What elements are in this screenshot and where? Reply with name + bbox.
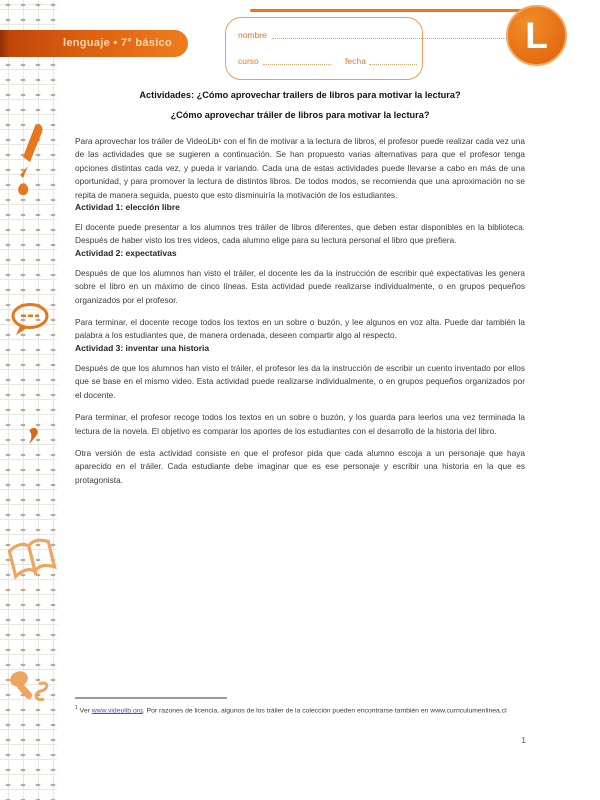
comma-icon: [26, 426, 40, 451]
footnote-text: [75, 703, 525, 717]
course-banner-label: lenguaje • 7° básico: [62, 37, 172, 49]
name-label: nombre: [238, 30, 267, 40]
intro-paragraph: Para aprovechar los tráiler de VideoLib¹ con el fin de motivar a la lectura de libros, el profesor puede realizar cada vez una de las actividades que se sugieren a continuación. Se han propuesto varias alternativas para que el profesor tenga opciones distintas cada vez, y pueda ir variando. Cada una de estas actividades puede llevarse a cabo en más de una oportunidad, y para promover la lectura de distintos libros. De todos modos, se recomienda que una aproximación no se repita de manera seguida, puesto que esto disminuiría la motivación de los estudiantes.: [75, 136, 525, 200]
course-banner: [0, 30, 188, 57]
speech-bubble-icon: [8, 300, 52, 345]
subject-logo-badge: [506, 5, 567, 66]
footnote-area: [75, 697, 525, 717]
footnote-prefix: Ver: [77, 707, 92, 715]
activity-3-paragraph: Después de que los alumnos han visto el tráiler, el profesor les da la instrucción de escribir un cuento inventado por ellos que se base en el mismo video. Esta actividad puede realizarse individualmente, o en grupos pequeños organizados por el docente.: [75, 362, 525, 400]
microphone-icon: [8, 668, 54, 719]
date-label: fecha: [345, 56, 366, 66]
sidebar-grid-pattern: [0, 0, 57, 800]
footnote-marker: 1: [75, 705, 78, 711]
activity-1-paragraph: El docente puede presentar a los alumnos tres tráiler de libros diferentes, que deben estar disponibles en la biblioteca. Después de haber visto los tres videos, cada alumno elige para su lectura personal el libro que prefiera.: [75, 222, 525, 246]
page-title: Actividades: ¿Cómo aprovechar trailers de libros para motivar la lectura?: [139, 90, 461, 100]
class-field-line[interactable]: [263, 64, 331, 65]
activity-2-heading: Actividad 2: expectativas: [75, 247, 177, 258]
activity-3-paragraph: Para terminar, el profesor recoge todos los textos en un sobre o buzón, y los guarda para leerlos una vez terminada la lectura de la novela. El objetivo es comparar los aportes de los estudiantes con el desarrollo de la historia del libro.: [75, 412, 525, 436]
class-label: curso: [238, 56, 259, 66]
footnote-divider: [75, 697, 227, 699]
activity-3-heading: Actividad 3: inventar una historia: [75, 342, 210, 353]
date-field-line[interactable]: [369, 64, 417, 65]
subject-logo-letter: L: [525, 14, 548, 56]
activity-2-paragraph: Para terminar, el docente recoge todos los textos en un sobre o buzón, y lee algunos en voz alta. Puede dar también la palabra a los estudiantes que, de manera ordenada, deseen compartir algo al respecto.: [75, 317, 525, 341]
page-subtitle: ¿Cómo aprovechar tráiler de libros para motivar la lectura?: [170, 110, 430, 120]
document-content: [75, 90, 525, 487]
footnote-suffix: . Por razones de licencia, algunos de los tráiler de la colección pueden encontrarse también en www.curriculumenlinea.cl: [142, 707, 507, 715]
page-number: 1: [521, 735, 526, 745]
pencil-icon: [10, 122, 46, 205]
student-info-box: [225, 17, 423, 80]
activity-1-heading: Actividad 1: elección libre: [75, 202, 180, 213]
footnote-link[interactable]: www.videolib.org: [91, 707, 143, 715]
book-icon: [6, 536, 58, 587]
activity-3-paragraph: Otra versión de esta actividad consiste en que el profesor pida que cada alumno escoja a un personaje que haya aparecido en el tráiler. Cada estudiante debe imaginar que es ese personaje y escribir una historia en la que es protagonista.: [75, 447, 525, 485]
activity-2-paragraph: Después de que los alumnos han visto el tráiler, el docente les da la instrucción de escribir qué expectativas les genera sobre el libro en un máximo de cinco líneas. Esta actividad puede realizarse individualmente, o en grupos pequeños organizados por el profesor.: [75, 267, 525, 305]
header-rule: [250, 9, 550, 12]
